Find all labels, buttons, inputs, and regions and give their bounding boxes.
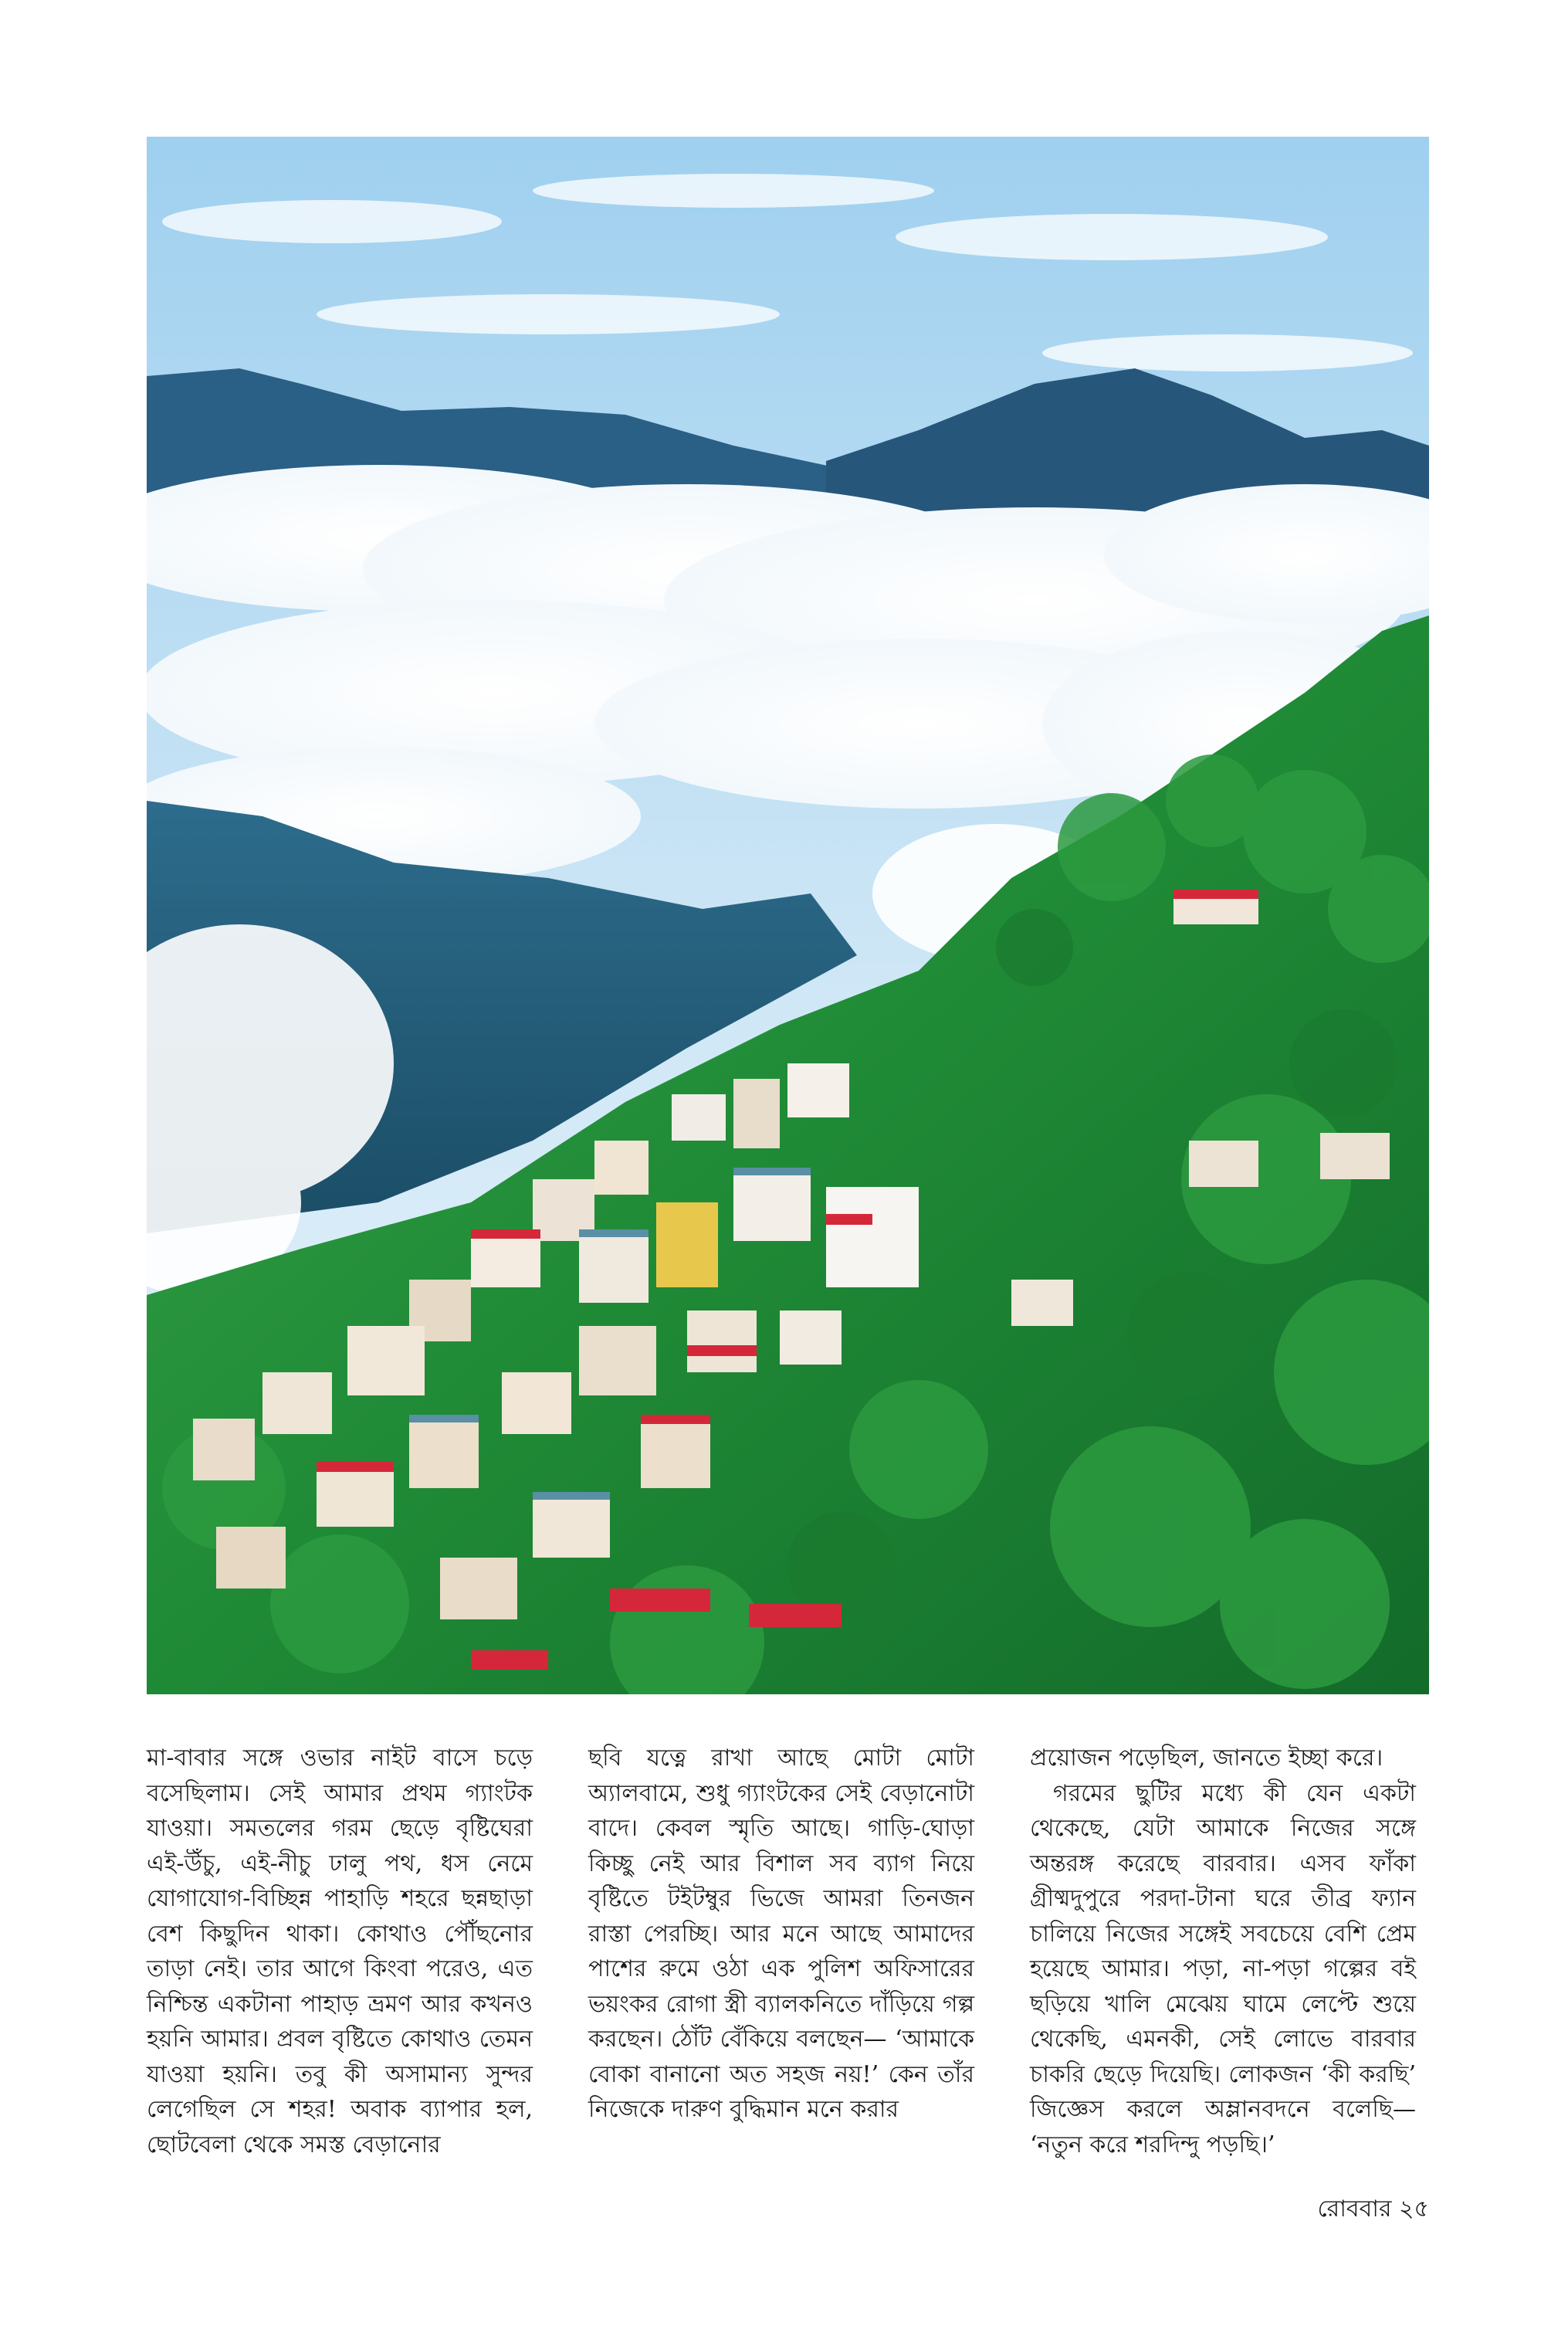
column-3-paragraph-end: প্রয়োজন পড়েছিল, জানতে ইচ্ছা করে। [1030,1744,1383,1772]
column-1-paragraph: মা-বাবার সঙ্গে ওভার নাইট বাসে চড়ে বসেছিলাম। সেই আমার প্রথম গ্যাংটক যাওয়া। সমতলের গরম ছেড়ে বৃষ্টিঘেরা এই-উঁচু, এই-নীচু ঢালু পথ, ধস নেমে যোগাযোগ-বিচ্ছিন্ন পাহাড়ি শহরে ছন্নছাড়া বেশ কিছুদিন থাকা। কোথাও পৌঁছনোর তাড়া নেই। তার আগে কিংবা পরেও, এত নিশ্চিন্ত একটানা পাহাড় ভ্রমণ আর কখনও হয়নি আমার। প্রবল বৃষ্টিতে কোথাও তেমন যাওয়া হয়নি। তবু কী অসামান্য সুন্দর লেগেছিল সে শহর! অবাক ব্যাপার হল, ছোটবেলা থেকে সমস্ত বেড়ানোর [147,1744,533,2158]
article-body [147,1741,1429,2173]
article-column-3 [1030,1741,1416,2162]
article-column-1 [147,1741,533,2162]
mountain-town-photo [147,137,1429,1694]
page-number-footer: রোববার ২৫ [1317,2195,1429,2223]
article-column-2 [588,1741,974,2128]
column-3-paragraph-new: গরমের ছুটির মধ্যে কী যেন একটা থেকেছে, যেটা আমাকে নিজের সঙ্গে অন্তরঙ্গ করেছে বারবার। এসব ফাঁকা গ্রীষ্মদুপুরে পরদা-টানা ঘরে তীব্র ফ্যান চালিয়ে নিজের সঙ্গেই সবচেয়ে বেশি প্রেম হয়েছে আমার। পড়া, না-পড়া গল্পের বই ছড়িয়ে খালি মেঝেয় ঘামে লেপ্টে শুয়ে থেকেছি, এমনকী, সেই লোভে বারবার চাকরি ছেড়ে দিয়েছি। লোকজন ‘কী করছি’ জিজ্ঞেস করলে অম্লানবদনে বলেছি— ‘নতুন করে শরদিন্দু পড়ছি।’ [1030,1779,1416,2158]
column-2-paragraph: ছবি যত্নে রাখা আছে মোটা মোটা অ্যালবামে, শুধু গ্যাংটকের সেই বেড়ানোটা বাদে। কেবল স্মৃতি আছে। গাড়ি-ঘোড়া কিচ্ছু নেই আর বিশাল সব ব্যাগ নিয়ে বৃষ্টিতে টইটম্বুর ভিজে আমরা তিনজন রাস্তা পেরচ্ছি। আর মনে আছে আমাদের পাশের রুমে ওঠা এক পুলিশ অফিসারের ভয়ংকর রোগা স্ত্রী ব্যালকনিতে দাঁড়িয়ে গল্প করছেন। ঠোঁট বেঁকিয়ে বলছেন— ‘আমাকে বোকা বানানো অত সহজ নয়!’ কেন তাঁর নিজেকে দারুণ বুদ্ধিমান মনে করার [588,1744,974,2123]
